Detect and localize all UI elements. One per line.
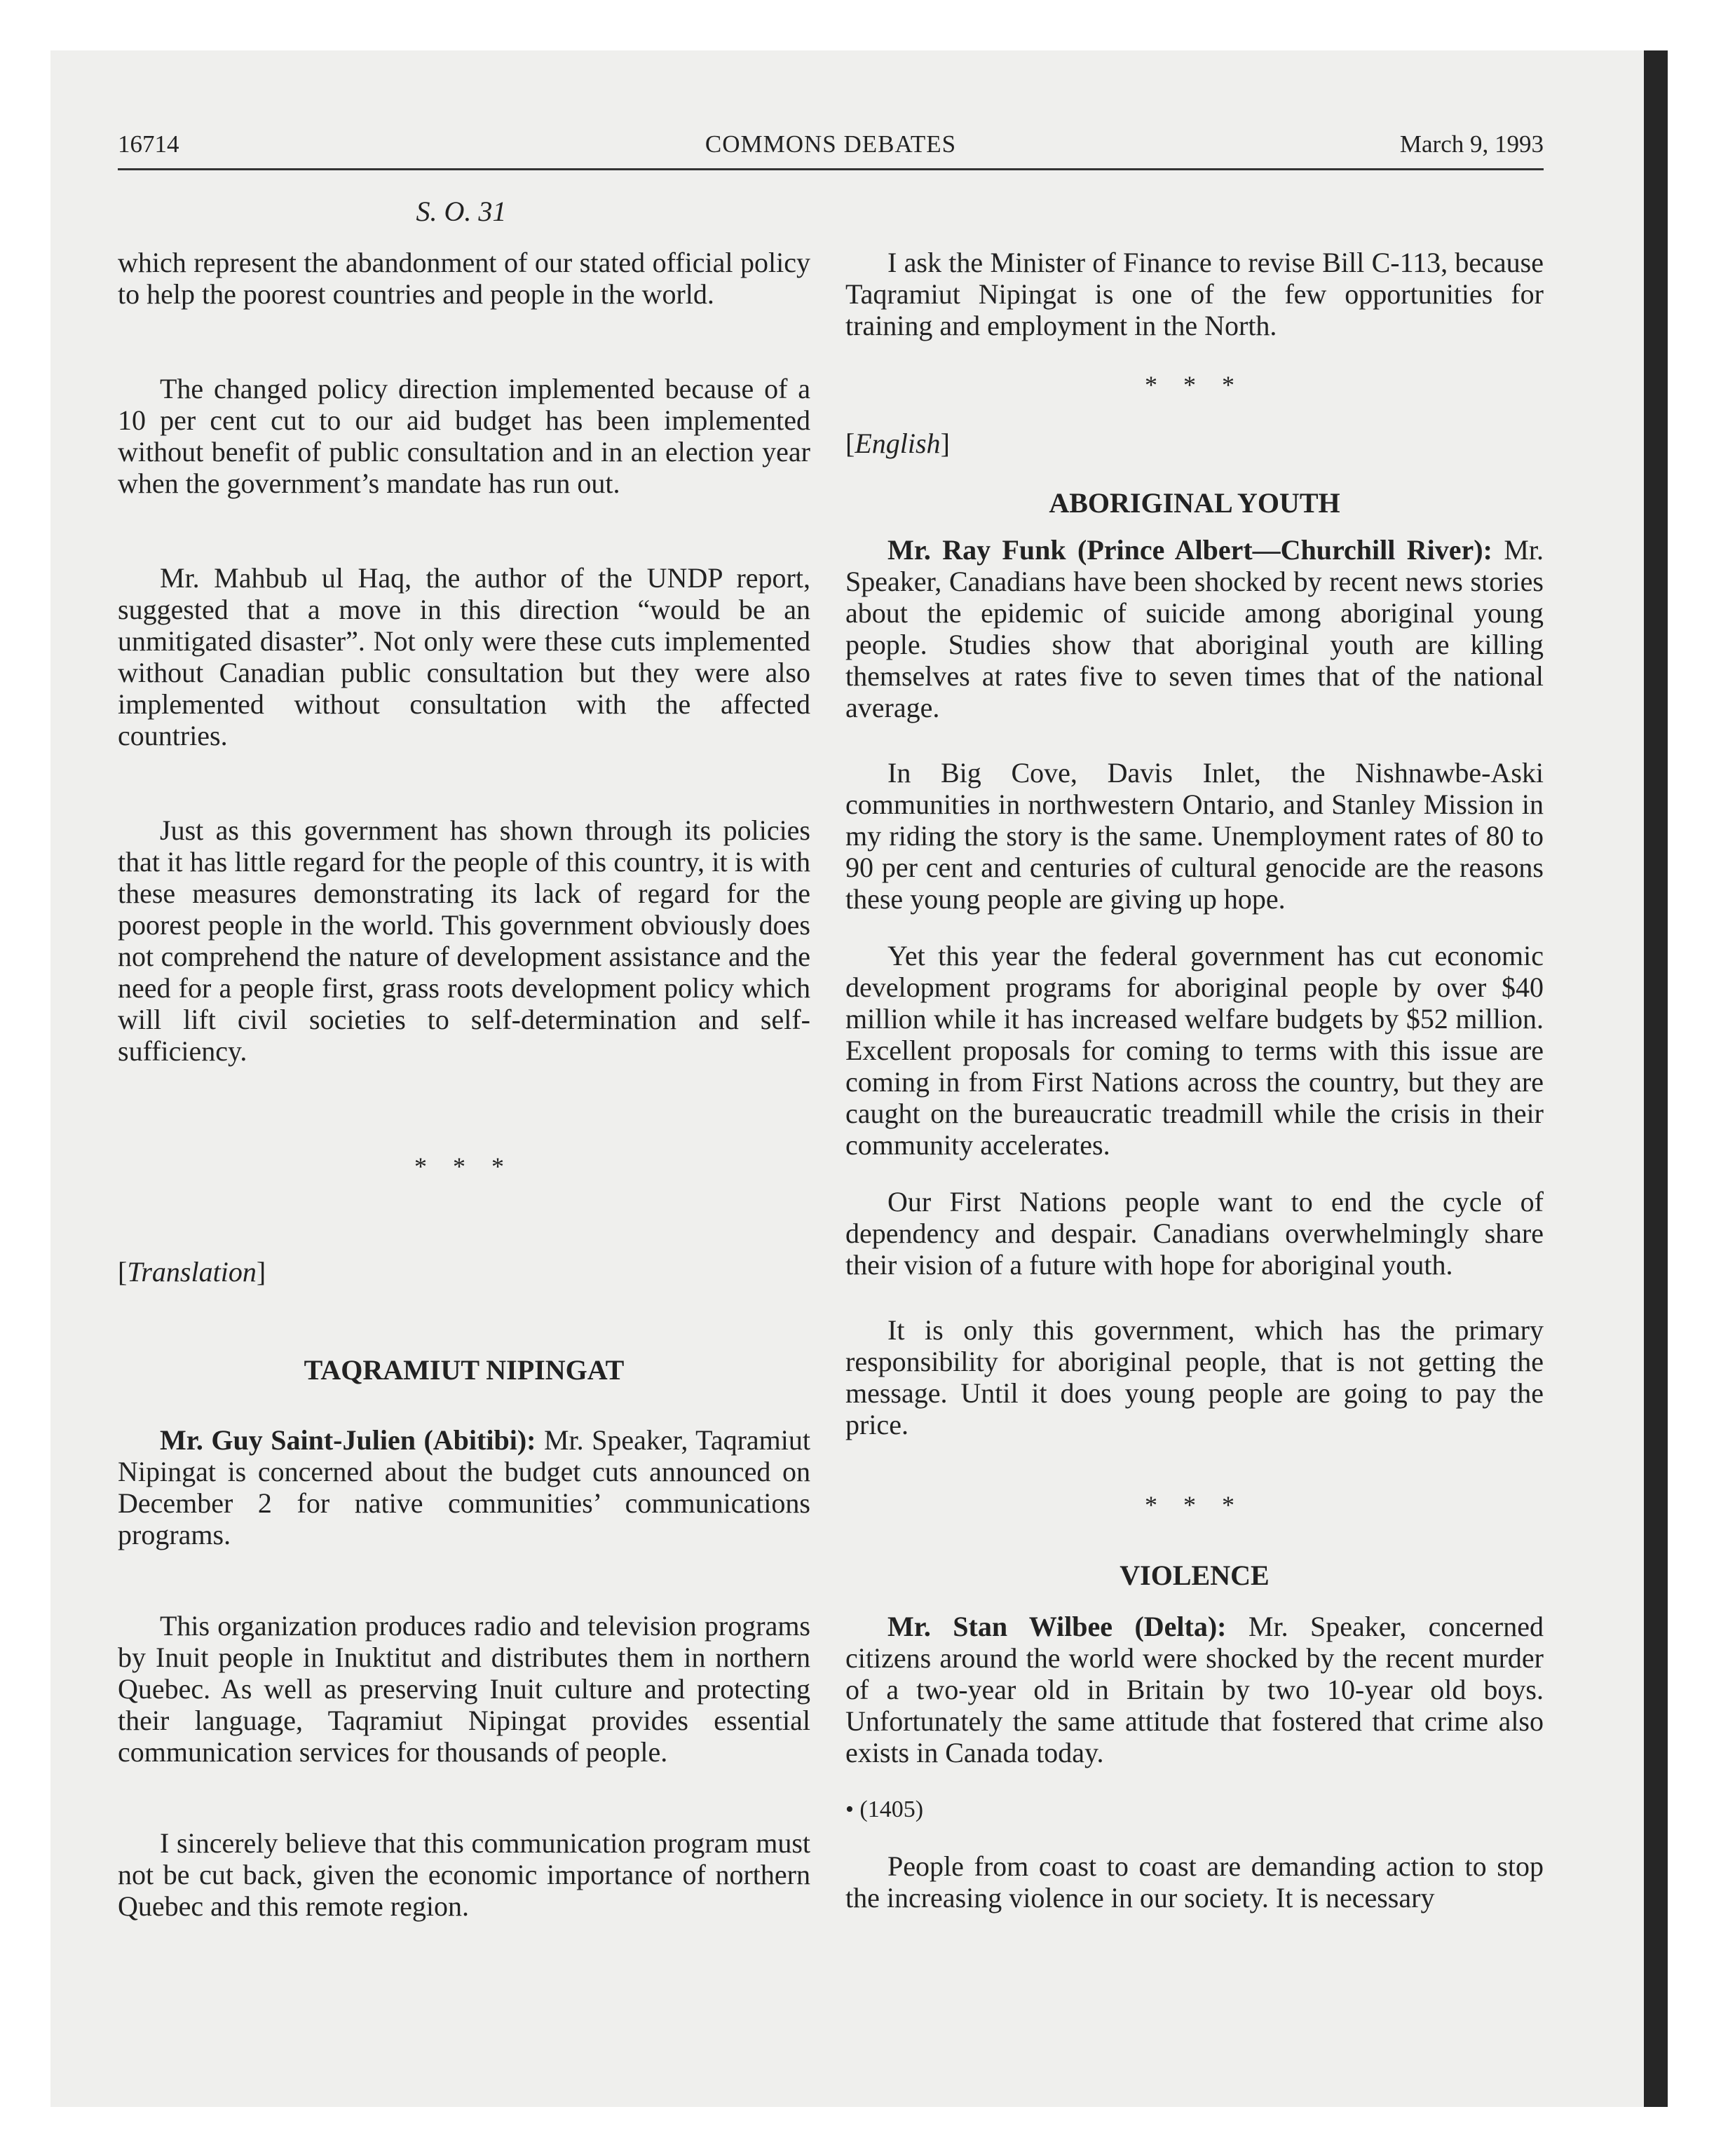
paragraph — [118, 1424, 810, 1550]
paragraph — [845, 534, 1544, 723]
right-column — [845, 247, 1544, 1913]
paragraph: This organization produces radio and television programs by Inuit people in Inuktitut and distributes them in northern Quebec. As well as preserving Inuit culture and protecting their language, Taqramiut Nipingat provides essential communication services for thousands of people. — [118, 1610, 810, 1768]
section-heading: ABORIGINAL YOUTH — [1049, 487, 1340, 519]
section-label: S. O. 31 — [416, 196, 507, 227]
running-header — [118, 126, 1544, 170]
paragraph — [845, 1611, 1544, 1768]
language-label: [English] — [845, 428, 950, 459]
publication-title: COMMONS DEBATES — [705, 130, 957, 158]
language-label: [Translation] — [118, 1256, 266, 1288]
section-separator: * * * — [1145, 371, 1244, 399]
speaker-name: Mr. Ray Funk (Prince Albert—Churchill River): — [887, 534, 1492, 566]
paragraph: which represent the abandonment of our stated official policy to help the poorest countries and people in the world. — [118, 247, 810, 310]
page-content — [118, 119, 1544, 2068]
page-number: 16714 — [118, 130, 179, 158]
speaker-name: Mr. Guy Saint-Julien (Abitibi): — [160, 1424, 536, 1456]
language-label-text: Translation — [127, 1256, 257, 1288]
speech-text: Mr. Speaker, Canadians have been shocked by recent news stories about the epidemic of suicide among aboriginal young people. Studies show that aboriginal youth are killing themselves at rates five to seven times that of the national average. — [845, 534, 1544, 723]
paragraph: Our First Nations people want to end the cycle of dependency and despair. Canadians overwhelmingly share their vision of a future with hope for aboriginal youth. — [845, 1186, 1544, 1281]
paragraph: It is only this government, which has the primary responsibility for aboriginal people, that is not getting the message. Until it does young people are going to pay the price. — [845, 1314, 1544, 1440]
paragraph: People from coast to coast are demanding action to stop the increasing violence in our society. It is necessary — [845, 1850, 1544, 1913]
section-heading: TAQRAMIUT NIPINGAT — [304, 1354, 625, 1386]
paragraph: I ask the Minister of Finance to revise Bill C-113, because Taqramiut Nipingat is one of the few opportunities for training and employment in the North. — [845, 247, 1544, 341]
speech-text: Mr. Speaker, concerned citizens around the world were shocked by the recent murder of a two-year old in Britain by two 10-year old boys. Unfortunately the same attitude that fostered that crime also exists in Canada today. — [845, 1611, 1544, 1768]
paragraph: Mr. Mahbub ul Haq, the author of the UNDP report, suggested that a move in this direction “would be an unmitigated disaster”. Not only were these cuts implemented without Canadian public consultation but they were also implemented without consultation with the affected countries. — [118, 562, 810, 751]
left-column — [118, 247, 810, 1922]
paragraph: Just as this government has shown through its policies that it has little regard for the people of this country, it is with these measures demonstrating its lack of regard for the poorest people in the world. This government obviously does not comprehend the nature of development assistance and the need for a people first, grass roots development policy which will lift civil societies to self-determination and self-sufficiency. — [118, 814, 810, 1067]
language-label-text: English — [855, 428, 941, 459]
paragraph: Yet this year the federal government has cut economic development programs for aboriginal people by over $40 million while it has increased welfare budgets by $52 million. Excellent proposals for coming to terms with this issue are coming in from First Nations across the country, but they are caught on the bureaucratic treadmill while the crisis in their community accelerates. — [845, 940, 1544, 1161]
paragraph: The changed policy direction implemented because of a 10 per cent cut to our aid budget has been implemented without benefit of public consultation and in an election year when the government’s mandate has run out. — [118, 373, 810, 499]
section-heading: VIOLENCE — [1120, 1560, 1270, 1591]
time-stamp: • (1405) — [845, 1796, 924, 1822]
paragraph: In Big Cove, Davis Inlet, the Nishnawbe-Aski communities in northwestern Ontario, and Stanley Mission in my riding the story is the same. Unemployment rates of 80 to 90 per cent and centuries of cultural genocide are the reasons these young people are giving up hope. — [845, 757, 1544, 915]
paragraph: I sincerely believe that this communication program must not be cut back, given the economic importance of northern Quebec and this remote region. — [118, 1827, 810, 1922]
section-separator: * * * — [1145, 1491, 1244, 1519]
speech-text: Mr. Speaker, Taqramiut Nipingat is concerned about the budget cuts announced on December 2 for native communities’ communications programs. — [118, 1424, 810, 1550]
scan-edge-shadow — [1644, 50, 1668, 2107]
header-date: March 9, 1993 — [1399, 130, 1544, 158]
section-separator: * * * — [414, 1152, 514, 1180]
speaker-name: Mr. Stan Wilbee (Delta): — [887, 1611, 1227, 1642]
